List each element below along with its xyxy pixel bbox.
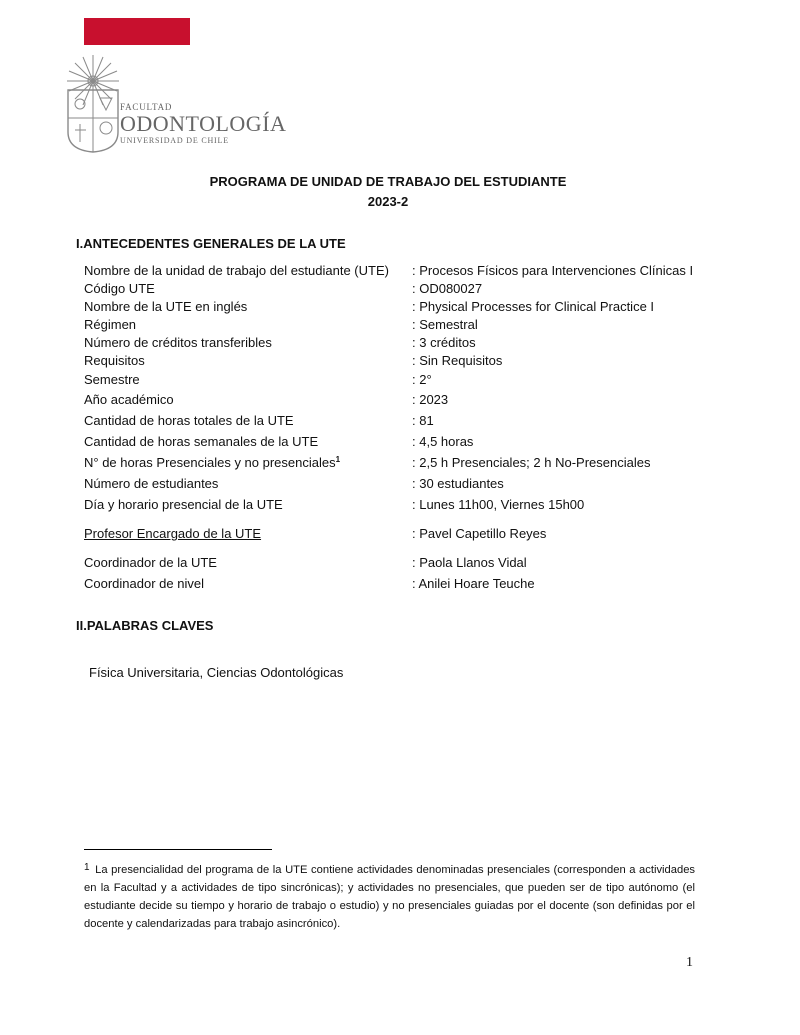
info-value: : Procesos Físicos para Intervenciones Clínicas I — [412, 263, 694, 278]
info-value: : Anilei Hoare Teuche — [412, 576, 535, 591]
info-label: Profesor Encargado de la UTE — [84, 526, 262, 541]
footnote-reference: 1 — [335, 455, 341, 464]
info-label — [84, 455, 340, 470]
section-heading-antecedentes: I.ANTECEDENTES GENERALES DE LA UTE — [76, 236, 346, 251]
document-period: 2023-2 — [367, 194, 409, 209]
info-label: Año académico — [84, 392, 174, 407]
info-label: Día y horario presencial de la UTE — [84, 497, 283, 512]
document-title: PROGRAMA DE UNIDAD DE TRABAJO DEL ESTUDIANTE — [209, 174, 567, 189]
footnote — [84, 859, 695, 933]
info-label: Nombre de la UTE en inglés — [84, 299, 248, 314]
info-value: : 2,5 h Presenciales; 2 h No-Presenciales — [412, 455, 651, 470]
info-value: : Physical Processes for Clinical Practice I — [412, 299, 655, 314]
info-value: : Semestral — [412, 317, 478, 332]
info-label-text: N° de horas Presenciales y no presenciales — [84, 455, 336, 470]
info-value: : 3 créditos — [412, 335, 476, 350]
info-value: : Paola Llanos Vidal — [412, 555, 527, 570]
info-value: : 2023 — [412, 392, 449, 407]
info-label: Cantidad de horas semanales de la UTE — [84, 434, 319, 449]
info-label: Código UTE — [84, 281, 155, 296]
info-label: Coordinador de la UTE — [84, 555, 217, 570]
info-label: Requisitos — [84, 353, 145, 368]
info-label: Coordinador de nivel — [84, 576, 204, 591]
info-label: Número de estudiantes — [84, 476, 219, 491]
info-label: Cantidad de horas totales de la UTE — [84, 413, 294, 428]
logo-line-faculty: FACULTAD — [120, 102, 173, 112]
keywords-text: Física Universitaria, Ciencias Odontológicas — [89, 665, 344, 680]
info-value: : 81 — [412, 413, 434, 428]
info-value: : 4,5 horas — [412, 434, 474, 449]
info-value: : Lunes 11h00, Viernes 15h00 — [412, 497, 585, 512]
footnote-text: La presencialidad del programa de la UTE contiene actividades denominadas presenciales (corresponden a actividades en la Facultad y a actividades de tipo sincrónicas); y actividades no presenciales, que pueden ser de tipo autónomo (el estudiante decide su tiempo y horario de trabajo o estudio) y no presenciales guiadas por el docente (son definidas por el docente y calendarizadas para trabajo asincrónico). — [84, 864, 696, 930]
brand-color-bar — [84, 18, 190, 45]
info-label: Nombre de la unidad de trabajo del estudiante (UTE) — [84, 263, 389, 278]
footnote-divider — [84, 849, 272, 850]
info-label: Número de créditos transferibles — [84, 335, 272, 350]
page-number: 1 — [686, 955, 693, 970]
footnote-marker: 1 — [84, 862, 90, 873]
info-label: Semestre — [84, 372, 140, 387]
info-label: Régimen — [84, 317, 137, 332]
section-heading-palabras-claves: II.PALABRAS CLAVES — [76, 618, 214, 633]
info-value: : Pavel Capetillo Reyes — [412, 526, 547, 541]
info-value: : 2° — [412, 372, 432, 387]
logo-line-odontologia: ODONTOLOGÍA — [120, 111, 287, 136]
info-value: : Sin Requisitos — [412, 353, 503, 368]
info-value: : OD080027 — [412, 281, 483, 296]
info-value: : 30 estudiantes — [412, 476, 504, 491]
faculty-logo-text — [120, 102, 286, 145]
logo-line-university: UNIVERSIDAD DE CHILE — [120, 136, 229, 145]
